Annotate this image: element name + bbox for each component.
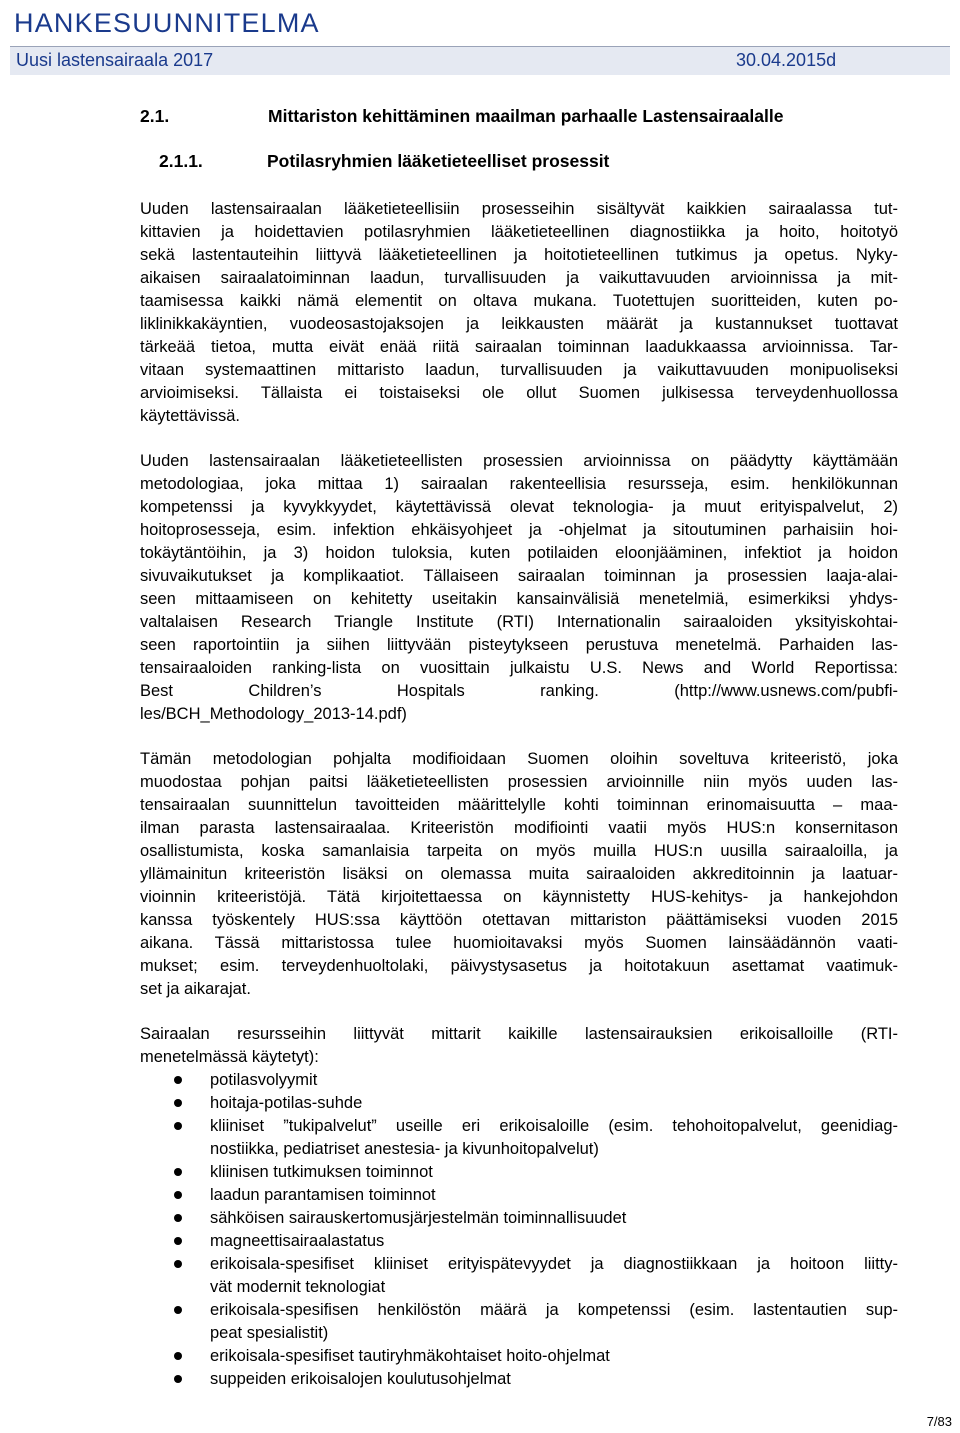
subsection-number: 2.1.1. xyxy=(159,151,203,171)
paragraph xyxy=(140,450,898,726)
list-item xyxy=(140,1253,898,1299)
text-line: aikaisen sairaalatoiminnan laadun, turvallisuuden ja vaikuttavuuden arvioinnissa ja mit- xyxy=(140,269,898,287)
list-item xyxy=(140,1069,898,1092)
text-line: valtalaisen Research Triangle Institute (RTI) Internationalin sairaaloiden yksityiskohtai- xyxy=(140,613,898,631)
text-line: mukset; esim. terveydenhuoltolaki, päivystysasetus ja hoitotakuun asettamat vaatimuk- xyxy=(140,957,898,975)
text-line: vät modernit teknologiat xyxy=(210,1278,386,1296)
text-line: osallistumista, koska samanlaisia tarpeita on myös muilla HUS:n uusilla sairaaloilla, ja xyxy=(140,842,898,860)
section-title: Mittariston kehittäminen maailman parhaalle Lastensairaalalle xyxy=(268,106,784,126)
text-line: Best Children’s Hospitals ranking. (http://www.usnews.com/pubfi- xyxy=(140,682,898,700)
subsection-heading xyxy=(159,151,609,172)
text-line: hoitaja-potilas-suhde xyxy=(210,1094,363,1112)
text-line: Uuden lastensairaalan lääketieteellisten prosessien arvioinnissa on päädytty käyttämään xyxy=(140,452,898,470)
text-line: magneettisairaalastatus xyxy=(210,1232,385,1250)
text-line: potilasvolyymit xyxy=(210,1071,318,1089)
text-line: Sairaalan resursseihin liittyvät mittarit kaikille lastensairauksien erikoisalloille (RTI- xyxy=(140,1025,898,1043)
text-line: erikoisala-spesifisen henkilöstön määrä ja kompetenssi (esim. lastentautien sup- xyxy=(210,1301,898,1319)
list-item xyxy=(140,1115,898,1161)
text-line: tensairaalan suunnittelun tavoitteiden määrittelylle kohti toiminnan erinomaisuutta – maa- xyxy=(140,796,898,814)
text-line: sivuvaikutukset ja komplikaatiot. Tällaiseen sairaalan toiminnan ja prosessien laaja-alai- xyxy=(140,567,898,585)
list-item xyxy=(140,1161,898,1184)
text-line: erikoisala-spesifiset tautiryhmäkohtaiset hoito-ohjelmat xyxy=(210,1347,610,1365)
text-line: les/BCH_Methodology_2013-14.pdf) xyxy=(140,705,407,723)
document-subtitle: Uusi lastensairaala 2017 xyxy=(16,50,214,70)
text-line: vitaan systemaattinen mittaristo laadun, turvallisuuden ja vaikuttavuuden monipuoliseksi xyxy=(140,361,898,379)
bullet-icon xyxy=(174,1352,182,1360)
text-line: Tämän metodologian pohjalta modifioidaan Suomen oloihin soveltuva kriteeristö, joka xyxy=(140,750,898,768)
text-line: vioinnin kriteeristöjä. Tätä kirjoitettaessa on käynnistetty HUS-kehitys- ja hankejohdon xyxy=(140,888,898,906)
list-item xyxy=(140,1368,898,1391)
text-line: suppeiden erikoisalojen koulutusohjelmat xyxy=(210,1370,511,1388)
list-item xyxy=(140,1345,898,1368)
list-item xyxy=(140,1299,898,1345)
text-line: tärkeää tietoa, mutta eivät enää riitä sairaalan toiminnan laadukkaassa arvioinnissa. Tar- xyxy=(140,338,898,356)
subsection-title: Potilasryhmien lääketieteelliset prosessit xyxy=(267,151,610,171)
text-line: kittavien ja hoidettavien potilasryhmien lääketieteellinen diagnostiikka ja hoito, hoitotyö xyxy=(140,223,898,241)
text-line: nostiikka, pediatriset anestesia- ja kivunhoitopalvelut) xyxy=(210,1140,599,1158)
document-date: 30.04.2015d xyxy=(736,50,837,70)
text-line: laadun parantamisen toiminnot xyxy=(210,1186,436,1204)
paragraph xyxy=(140,748,898,1001)
bullet-icon xyxy=(174,1099,182,1107)
text-line: kompetenssi ja kyvykkyydet, käytettävissä olevat teknologia- ja muut erityispalvelut, 2) xyxy=(140,498,898,516)
bullet-icon xyxy=(174,1237,182,1245)
text-line: kliinisen tutkimuksen toiminnot xyxy=(210,1163,433,1181)
bullet-icon xyxy=(174,1168,182,1176)
text-line: metodologiaa, joka mittaa 1) sairaalan rakenteellisia resursseja, esim. henkilökunnan xyxy=(140,475,898,493)
text-line: muodostaa pohjan paitsi lääketieteellisten prosessien arvioinnille niin myös uuden las- xyxy=(140,773,898,791)
text-line: erikoisala-spesifiset kliiniset erityispätevyydet ja diagnostiikkaan ja hoitoon liitty- xyxy=(210,1255,898,1273)
text-line: seen mittaamiseen on kehitetty useitakin kansainvälisiä menetelmiä, esimerkiksi yhdys- xyxy=(140,590,898,608)
text-line: yllämainitun kriteeristön lisäksi on olemassa muita sairaaloiden akkreditoinnin ja laatuar- xyxy=(140,865,898,883)
bullet-icon xyxy=(174,1122,182,1130)
text-line: Uuden lastensairaalan lääketieteellisiin prosesseihin sisältyvät kaikkien sairaalassa tut- xyxy=(140,200,898,218)
text-line: arvioimiseksi. Tällaista ei toistaiseksi ole ollut Suomen julkisessa terveydenhuollossa xyxy=(140,384,898,402)
text-line: tensairaaloiden ranking-lista on vuosittain julkaistu U.S. News and World Reportissa: xyxy=(140,659,898,677)
bullet-icon xyxy=(174,1260,182,1268)
text-line: seen raportointiin ja siihen liittyvään pisteytykseen perustuva menetelmä. Parhaiden las- xyxy=(140,636,898,654)
paragraph xyxy=(140,1023,898,1069)
page-number: 7/83 xyxy=(926,1414,952,1429)
document-body xyxy=(140,198,898,1391)
text-line: ilman parasta lastensairaalaa. Kriteeristön modifiointi vaatii myös HUS:n konsernitason xyxy=(140,819,898,837)
text-line: käytettävissä. xyxy=(140,407,240,425)
text-line: peat spesialistit) xyxy=(210,1324,329,1342)
paragraph xyxy=(140,198,898,428)
list-item xyxy=(140,1230,898,1253)
bullet-icon xyxy=(174,1076,182,1084)
document-header-bar xyxy=(10,46,950,75)
bullet-icon xyxy=(174,1375,182,1383)
text-line: kliiniset ”tukipalvelut” useille eri erikoisaloille (esim. tehohoitopalvelut, geenidiag- xyxy=(210,1117,898,1135)
text-line: set ja aikarajat. xyxy=(140,980,251,998)
section-heading xyxy=(140,106,783,127)
text-line: tokäytäntöihin, ja 3) hoidon tuloksia, kuten potilaiden eloonjääminen, infektiot ja hoidon xyxy=(140,544,898,562)
bullet-icon xyxy=(174,1306,182,1314)
bullet-icon xyxy=(174,1191,182,1199)
document-title: HANKESUUNNITELMA xyxy=(14,8,320,38)
text-line: sekä lastentauteihin liittyvä lääketieteellinen ja hoitotieteellinen tutkimus ja opetus. Nyky- xyxy=(140,246,898,264)
text-line: aikana. Tässä mittaristossa tulee huomioitavaksi myös Suomen lainsäädännön vaati- xyxy=(140,934,898,952)
text-line: sähköisen sairauskertomusjärjestelmän toiminnallisuudet xyxy=(210,1209,627,1227)
list-item xyxy=(140,1184,898,1207)
text-line: hoitoprosesseja, esim. infektion ehkäisyohjeet ja -ohjelmat ja sitoutuminen parhaisiin hoi- xyxy=(140,521,898,539)
text-line: kanssa työskentely HUS:ssa käyttöön otettavan mittariston päättämiseksi vuoden 2015 xyxy=(140,911,898,929)
bullet-icon xyxy=(174,1214,182,1222)
section-number: 2.1. xyxy=(140,106,170,126)
text-line: liklinikkakäyntien, vuodeosastojaksojen ja leikkausten määrät ja kustannukset tuottavat xyxy=(140,315,898,333)
list-item xyxy=(140,1207,898,1230)
text-line: menetelmässä käytetyt): xyxy=(140,1048,319,1066)
text-line: taamisessa kaikki nämä elementit on oltava mukana. Tuotettujen suoritteiden, kuten po- xyxy=(140,292,898,310)
list-item xyxy=(140,1092,898,1115)
bullet-list xyxy=(140,1069,898,1391)
